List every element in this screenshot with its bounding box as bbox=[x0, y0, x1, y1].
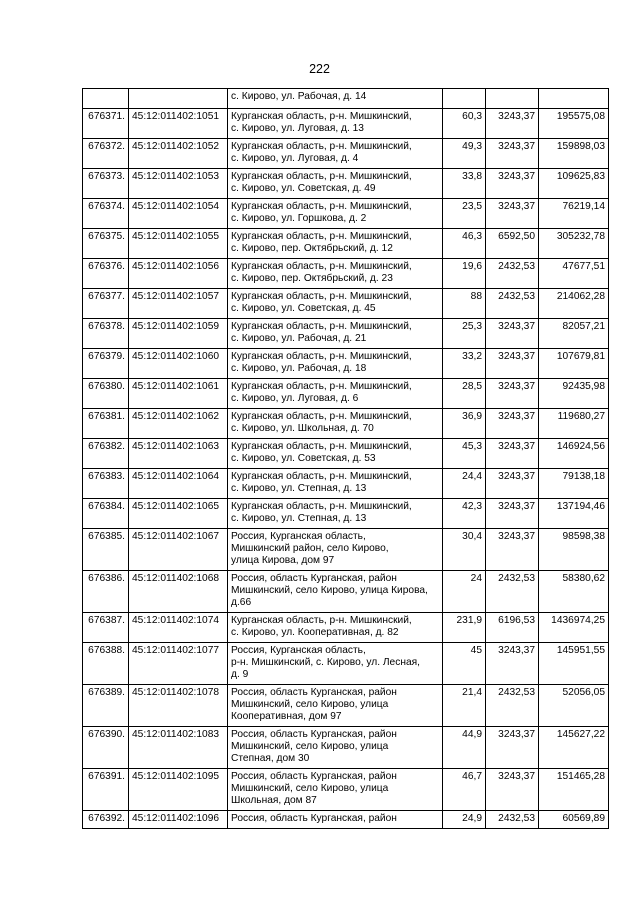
row-number: 676373. bbox=[83, 169, 129, 199]
area: 45,3 bbox=[443, 439, 486, 469]
table-row bbox=[83, 199, 609, 229]
property-table bbox=[82, 88, 609, 829]
area: 45 bbox=[443, 643, 486, 685]
table-body bbox=[83, 89, 609, 829]
rate: 3243,37 bbox=[486, 139, 539, 169]
area: 49,3 bbox=[443, 139, 486, 169]
row-number: 676372. bbox=[83, 139, 129, 169]
cadastral-value: 79138,18 bbox=[539, 469, 609, 499]
row-number: 676379. bbox=[83, 349, 129, 379]
table-row bbox=[83, 685, 609, 727]
area: 46,3 bbox=[443, 229, 486, 259]
row-number bbox=[83, 89, 129, 109]
table-row bbox=[83, 229, 609, 259]
area: 33,8 bbox=[443, 169, 486, 199]
area: 44,9 bbox=[443, 727, 486, 769]
area: 46,7 bbox=[443, 769, 486, 811]
cadastral-number: 45:12:011402:1053 bbox=[129, 169, 228, 199]
cadastral-number: 45:12:011402:1063 bbox=[129, 439, 228, 469]
address: Курганская область, р-н. Мишкинский, с. Кирово, пер. Октябрьский, д. 12 bbox=[228, 229, 443, 259]
rate: 3243,37 bbox=[486, 643, 539, 685]
address: Курганская область, р-н. Мишкинский, с. Кирово, ул. Луговая, д. 4 bbox=[228, 139, 443, 169]
cadastral-number: 45:12:011402:1057 bbox=[129, 289, 228, 319]
row-number: 676386. bbox=[83, 571, 129, 613]
row-number: 676374. bbox=[83, 199, 129, 229]
area: 24,4 bbox=[443, 469, 486, 499]
table-row bbox=[83, 439, 609, 469]
table-row bbox=[83, 349, 609, 379]
rate: 3243,37 bbox=[486, 529, 539, 571]
address: Курганская область, р-н. Мишкинский, с. Кирово, ул. Кооперативная, д. 82 bbox=[228, 613, 443, 643]
table-row bbox=[83, 571, 609, 613]
cadastral-value: 1436974,25 bbox=[539, 613, 609, 643]
cadastral-value: 145951,55 bbox=[539, 643, 609, 685]
table-row bbox=[83, 289, 609, 319]
cadastral-number: 45:12:011402:1060 bbox=[129, 349, 228, 379]
rate: 2432,53 bbox=[486, 289, 539, 319]
row-number: 676385. bbox=[83, 529, 129, 571]
rate: 2432,53 bbox=[486, 259, 539, 289]
address: Россия, область Курганская, район Мишкинский, село Кирово, улица Школьная, дом 87 bbox=[228, 769, 443, 811]
cadastral-number: 45:12:011402:1062 bbox=[129, 409, 228, 439]
rate bbox=[486, 89, 539, 109]
rate: 6592,50 bbox=[486, 229, 539, 259]
area: 88 bbox=[443, 289, 486, 319]
rate: 3243,37 bbox=[486, 769, 539, 811]
table-row bbox=[83, 139, 609, 169]
area: 23,5 bbox=[443, 199, 486, 229]
address: Курганская область, р-н. Мишкинский, с. Кирово, ул. Рабочая, д. 18 bbox=[228, 349, 443, 379]
address: Курганская область, р-н. Мишкинский, с. Кирово, пер. Октябрьский, д. 23 bbox=[228, 259, 443, 289]
table-row bbox=[83, 319, 609, 349]
cadastral-number: 45:12:011402:1096 bbox=[129, 811, 228, 829]
row-number: 676388. bbox=[83, 643, 129, 685]
table-row bbox=[83, 811, 609, 829]
cadastral-number bbox=[129, 89, 228, 109]
cadastral-value: 52056,05 bbox=[539, 685, 609, 727]
rate: 3243,37 bbox=[486, 379, 539, 409]
row-number: 676389. bbox=[83, 685, 129, 727]
area: 60,3 bbox=[443, 109, 486, 139]
cadastral-value: 305232,78 bbox=[539, 229, 609, 259]
cadastral-value: 58380,62 bbox=[539, 571, 609, 613]
row-number: 676387. bbox=[83, 613, 129, 643]
rate: 3243,37 bbox=[486, 109, 539, 139]
address: Курганская область, р-н. Мишкинский, с. Кирово, ул. Советская, д. 49 bbox=[228, 169, 443, 199]
table-row bbox=[83, 613, 609, 643]
area: 19,6 bbox=[443, 259, 486, 289]
rate: 3243,37 bbox=[486, 169, 539, 199]
cadastral-value: 47677,51 bbox=[539, 259, 609, 289]
rate: 2432,53 bbox=[486, 571, 539, 613]
area: 28,5 bbox=[443, 379, 486, 409]
address: с. Кирово, ул. Рабочая, д. 14 bbox=[228, 89, 443, 109]
table-row-continuation bbox=[83, 89, 609, 109]
table-row bbox=[83, 379, 609, 409]
row-number: 676371. bbox=[83, 109, 129, 139]
cadastral-value: 159898,03 bbox=[539, 139, 609, 169]
address: Курганская область, р-н. Мишкинский, с. Кирово, ул. Рабочая, д. 21 bbox=[228, 319, 443, 349]
address: Курганская область, р-н. Мишкинский, с. Кирово, ул. Школьная, д. 70 bbox=[228, 409, 443, 439]
cadastral-value: 145627,22 bbox=[539, 727, 609, 769]
row-number: 676384. bbox=[83, 499, 129, 529]
rate: 3243,37 bbox=[486, 499, 539, 529]
row-number: 676383. bbox=[83, 469, 129, 499]
cadastral-value: 137194,46 bbox=[539, 499, 609, 529]
table-row bbox=[83, 769, 609, 811]
cadastral-value: 82057,21 bbox=[539, 319, 609, 349]
table-row bbox=[83, 259, 609, 289]
cadastral-number: 45:12:011402:1074 bbox=[129, 613, 228, 643]
cadastral-number: 45:12:011402:1067 bbox=[129, 529, 228, 571]
cadastral-value bbox=[539, 89, 609, 109]
cadastral-number: 45:12:011402:1083 bbox=[129, 727, 228, 769]
area: 36,9 bbox=[443, 409, 486, 439]
table-row bbox=[83, 643, 609, 685]
cadastral-value: 119680,27 bbox=[539, 409, 609, 439]
cadastral-value: 98598,38 bbox=[539, 529, 609, 571]
address: Россия, область Курганская, район Мишкинский, село Кирово, улица Кооперативная, дом 97 bbox=[228, 685, 443, 727]
rate: 2432,53 bbox=[486, 685, 539, 727]
address: Курганская область, р-н. Мишкинский, с. Кирово, ул. Советская, д. 53 bbox=[228, 439, 443, 469]
area: 30,4 bbox=[443, 529, 486, 571]
address: Россия, Курганская область, Мишкинский район, село Кирово, улица Кирова, дом 97 bbox=[228, 529, 443, 571]
address: Курганская область, р-н. Мишкинский, с. Кирово, ул. Горшкова, д. 2 bbox=[228, 199, 443, 229]
row-number: 676377. bbox=[83, 289, 129, 319]
cadastral-value: 60569,89 bbox=[539, 811, 609, 829]
cadastral-value: 214062,28 bbox=[539, 289, 609, 319]
rate: 6196,53 bbox=[486, 613, 539, 643]
area: 21,4 bbox=[443, 685, 486, 727]
area: 42,3 bbox=[443, 499, 486, 529]
row-number: 676375. bbox=[83, 229, 129, 259]
row-number: 676381. bbox=[83, 409, 129, 439]
table-row bbox=[83, 499, 609, 529]
rate: 3243,37 bbox=[486, 439, 539, 469]
row-number: 676392. bbox=[83, 811, 129, 829]
rate: 3243,37 bbox=[486, 409, 539, 439]
cadastral-value: 146924,56 bbox=[539, 439, 609, 469]
cadastral-value: 151465,28 bbox=[539, 769, 609, 811]
rate: 3243,37 bbox=[486, 349, 539, 379]
cadastral-number: 45:12:011402:1077 bbox=[129, 643, 228, 685]
area: 24,9 bbox=[443, 811, 486, 829]
address: Россия, Курганская область, р-н. Мишкинский, с. Кирово, ул. Лесная, д. 9 bbox=[228, 643, 443, 685]
area: 25,3 bbox=[443, 319, 486, 349]
address: Россия, область Курганская, район bbox=[228, 811, 443, 829]
cadastral-value: 107679,81 bbox=[539, 349, 609, 379]
rate: 3243,37 bbox=[486, 319, 539, 349]
address: Курганская область, р-н. Мишкинский, с. Кирово, ул. Луговая, д. 13 bbox=[228, 109, 443, 139]
address: Курганская область, р-н. Мишкинский, с. Кирово, ул. Луговая, д. 6 bbox=[228, 379, 443, 409]
table-row bbox=[83, 109, 609, 139]
cadastral-value: 92435,98 bbox=[539, 379, 609, 409]
cadastral-number: 45:12:011402:1078 bbox=[129, 685, 228, 727]
row-number: 676391. bbox=[83, 769, 129, 811]
rate: 3243,37 bbox=[486, 469, 539, 499]
row-number: 676382. bbox=[83, 439, 129, 469]
cadastral-number: 45:12:011402:1055 bbox=[129, 229, 228, 259]
area: 24 bbox=[443, 571, 486, 613]
row-number: 676376. bbox=[83, 259, 129, 289]
table-row bbox=[83, 409, 609, 439]
area: 231,9 bbox=[443, 613, 486, 643]
row-number: 676390. bbox=[83, 727, 129, 769]
table-row bbox=[83, 727, 609, 769]
cadastral-value: 195575,08 bbox=[539, 109, 609, 139]
cadastral-number: 45:12:011402:1059 bbox=[129, 319, 228, 349]
table-row bbox=[83, 469, 609, 499]
cadastral-number: 45:12:011402:1068 bbox=[129, 571, 228, 613]
row-number: 676378. bbox=[83, 319, 129, 349]
cadastral-number: 45:12:011402:1051 bbox=[129, 109, 228, 139]
cadastral-number: 45:12:011402:1054 bbox=[129, 199, 228, 229]
cadastral-number: 45:12:011402:1056 bbox=[129, 259, 228, 289]
cadastral-number: 45:12:011402:1052 bbox=[129, 139, 228, 169]
cadastral-number: 45:12:011402:1095 bbox=[129, 769, 228, 811]
page-number: 222 bbox=[309, 62, 330, 76]
rate: 3243,37 bbox=[486, 199, 539, 229]
cadastral-number: 45:12:011402:1061 bbox=[129, 379, 228, 409]
rate: 2432,53 bbox=[486, 811, 539, 829]
table-row bbox=[83, 529, 609, 571]
address: Россия, область Курганская, район Мишкинский, село Кирово, улица Степная, дом 30 bbox=[228, 727, 443, 769]
row-number: 676380. bbox=[83, 379, 129, 409]
rate: 3243,37 bbox=[486, 727, 539, 769]
address: Курганская область, р-н. Мишкинский, с. Кирово, ул. Степная, д. 13 bbox=[228, 469, 443, 499]
area: 33,2 bbox=[443, 349, 486, 379]
address: Курганская область, р-н. Мишкинский, с. Кирово, ул. Степная, д. 13 bbox=[228, 499, 443, 529]
table-row bbox=[83, 169, 609, 199]
address: Курганская область, р-н. Мишкинский, с. Кирово, ул. Советская, д. 45 bbox=[228, 289, 443, 319]
area bbox=[443, 89, 486, 109]
cadastral-value: 76219,14 bbox=[539, 199, 609, 229]
cadastral-value: 109625,83 bbox=[539, 169, 609, 199]
cadastral-number: 45:12:011402:1064 bbox=[129, 469, 228, 499]
address: Россия, область Курганская, район Мишкинский, село Кирово, улица Кирова, д.66 bbox=[228, 571, 443, 613]
cadastral-number: 45:12:011402:1065 bbox=[129, 499, 228, 529]
